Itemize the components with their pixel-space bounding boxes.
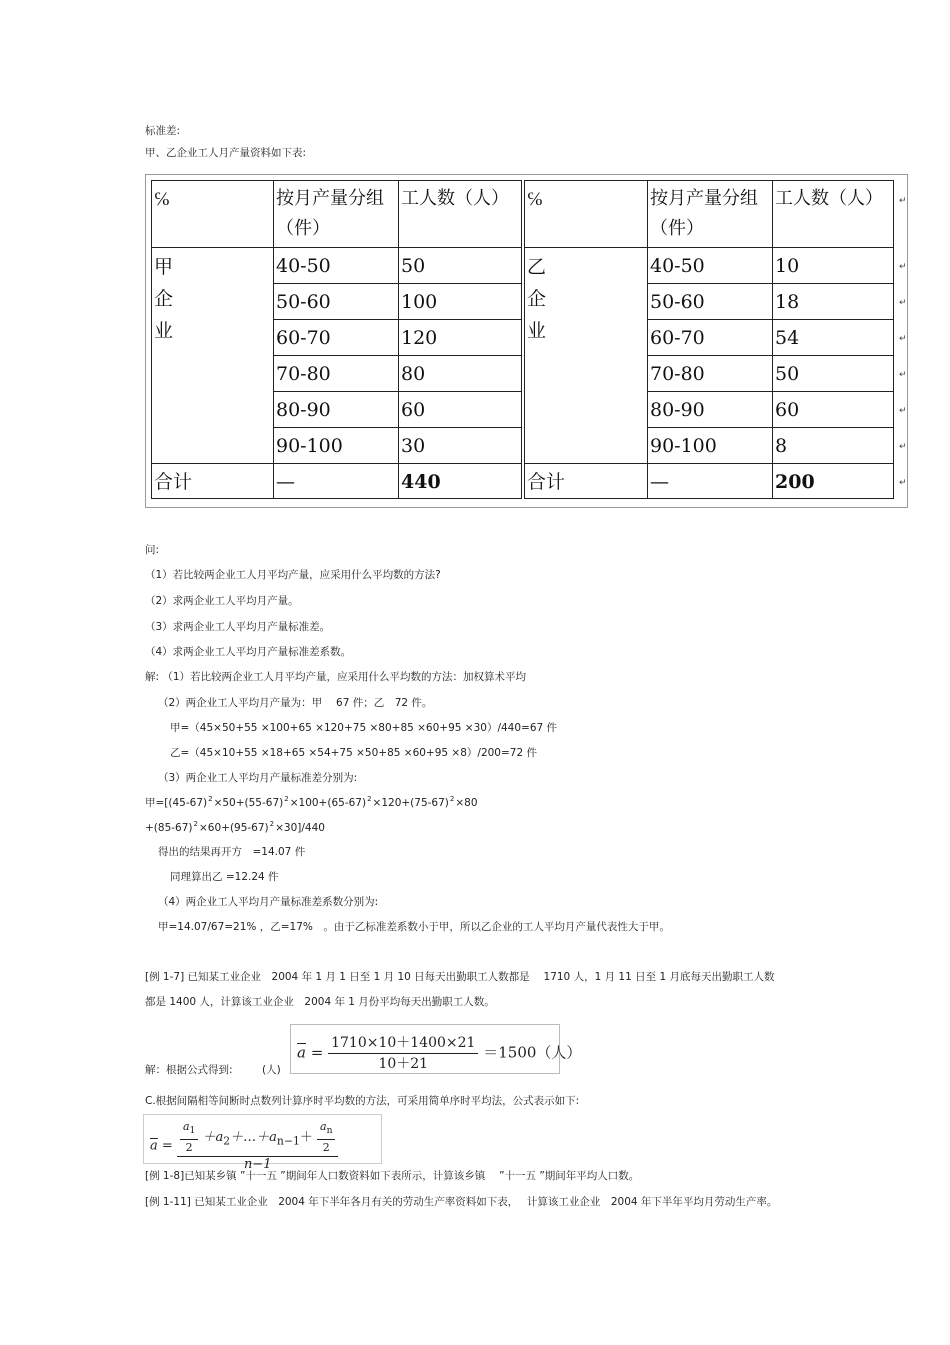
total-value-left: 440 <box>398 463 522 499</box>
table-cell: 54 <box>772 319 894 356</box>
table-cell: 80-90 <box>273 391 399 428</box>
header-workers-left: 工人数（人） <box>398 180 522 248</box>
table-cell: 60 <box>398 391 522 428</box>
method-text: C.根据间隔相等间断时点数列计算序时平均数的方法，可采用简单序时平均法，公式表示如下: <box>145 1095 580 1107</box>
section-heading: 标准差: <box>145 125 181 137</box>
table-cell: 8 <box>772 427 894 464</box>
table-cell: 80 <box>398 355 522 392</box>
intro-text: 甲、乙企业工人月产量资料如下表: <box>145 147 307 159</box>
table-cell: 10 <box>772 247 894 284</box>
table-cell: 18 <box>772 283 894 320</box>
table-cell: 50 <box>398 247 522 284</box>
example-text: 都是 1400 人，计算该工业企业 2004 年 1 月份平均每天出勤职工人数。 <box>145 996 495 1008</box>
company-name-yi: 乙 企 业 <box>524 247 648 464</box>
header-blank-left: ℅ <box>151 180 274 248</box>
table-cell: 120 <box>398 319 522 356</box>
table-cell: 90-100 <box>273 427 399 464</box>
table-cell: 50-60 <box>647 283 773 320</box>
example-text: [例 1-7] 已知某工业企业 2004 年 1 月 1 日至 1 月 10 日每天出勤职工人数都是 1710 人，1 月 11 日至 1 月底每天出勤职工人数 <box>145 971 775 983</box>
table-cell: 60 <box>772 391 894 428</box>
solution-line: （2）两企业工人平均月产量为：甲 67 件；乙 72 件。 <box>158 697 433 709</box>
header-group-right: 按月产量分组（件） <box>647 180 773 248</box>
company-name-jia: 甲 企 业 <box>151 247 274 464</box>
table-cell: 90-100 <box>647 427 773 464</box>
table-cell: 50 <box>772 355 894 392</box>
total-label-right: 合计 <box>524 463 648 499</box>
header-workers-right: 工人数（人） <box>772 180 894 248</box>
solution-line: 解：根据公式得到: <box>145 1064 233 1076</box>
solution-line: 甲=（45×50+55 ×100+65 ×120+75 ×80+85 ×60+95 ×30）/440=67 件 <box>170 722 558 734</box>
question-label: 问: <box>145 544 160 556</box>
return-mark: ↵ <box>899 406 907 416</box>
total-label-left: 合计 <box>151 463 274 499</box>
unit-label: (人) <box>262 1064 281 1076</box>
header-blank-right: ℅ <box>524 180 648 248</box>
solution-line: 同理算出乙 =12.24 件 <box>170 871 279 883</box>
output-table <box>145 174 908 508</box>
table-cell: 30 <box>398 427 522 464</box>
return-mark: ↵ <box>899 298 907 308</box>
header-group-left: 按月产量分组（件） <box>273 180 399 248</box>
table-cell: 60-70 <box>647 319 773 356</box>
table-cell: 40-50 <box>273 247 399 284</box>
total-value-right: 200 <box>772 463 894 499</box>
average-formula-box: $\overline{a}$ = $\frac{1710\times 10+1400\times 21}{10+21}$ ＝1500（人） <box>290 1024 560 1074</box>
solution-line: （4）两企业工人平均月产量标准差系数分别为: <box>158 896 379 908</box>
table-cell: 40-50 <box>647 247 773 284</box>
example-text: [例 1-8]已知某乡镇 ”十一五 ”期间年人口数资料如下表所示，计算该乡镇 ”十一五 ”期间年平均人口数。 <box>145 1170 640 1182</box>
solution-line: 乙=（45×10+55 ×18+65 ×54+75 ×50+85 ×60+95 ×8）/200=72 件 <box>170 747 537 759</box>
total-dash-right: — <box>647 463 773 499</box>
total-dash-left: — <box>273 463 399 499</box>
variance-formula-line2: $+(85-67)^2\times 60+(95-67)^2\times 30]/440$ <box>145 820 325 834</box>
table-cell: 50-60 <box>273 283 399 320</box>
solution-line: （3）两企业工人平均月产量标准差分别为: <box>158 772 358 784</box>
return-mark: ↵ <box>899 262 907 272</box>
return-mark: ↵ <box>899 478 907 488</box>
return-mark: ↵ <box>899 196 907 206</box>
variance-formula-line1: 甲$=[(45-67)^2\times 50+(55-67)^2\times 100+(65-67)^2\times 120+(75-67)^2\times 80$ <box>145 795 478 809</box>
chronological-average-formula: $\overline{a}$ = $\frac{a_1}{2}$ $+a_2+\dots+a_{n-1}+$ $\frac{a_n}{2}$ n−1 <box>143 1114 382 1164</box>
solution-line: 甲=14.07/67=21% ，乙=17% 。由于乙标准差系数小于甲，所以乙企业的工人平均月产量代表性大于甲。 <box>158 921 670 933</box>
table-cell: 60-70 <box>273 319 399 356</box>
table-cell: 70-80 <box>647 355 773 392</box>
question-item: （3）求两企业工人平均月产量标准差。 <box>145 621 331 633</box>
table-cell: 70-80 <box>273 355 399 392</box>
table-cell: 100 <box>398 283 522 320</box>
table-cell: 80-90 <box>647 391 773 428</box>
return-mark: ↵ <box>899 370 907 380</box>
question-item: （4）求两企业工人平均月产量标准差系数。 <box>145 646 352 658</box>
question-item: （2）求两企业工人平均月产量。 <box>145 595 299 607</box>
question-item: （1）若比较两企业工人月平均产量，应采用什么平均数的方法? <box>145 569 441 581</box>
solution-line: 解: （1）若比较两企业工人月平均产量，应采用什么平均数的方法：加权算术平均 <box>145 671 527 683</box>
return-mark: ↵ <box>899 334 907 344</box>
solution-line: 得出的结果再开方 =14.07 件 <box>158 846 306 858</box>
return-mark: ↵ <box>899 442 907 452</box>
example-text: [例 1-11] 已知某工业企业 2004 年下半年各月有关的劳动生产率资料如下表， 计算该工业企业 2004 年下半年平均月劳动生产率。 <box>145 1196 778 1208</box>
